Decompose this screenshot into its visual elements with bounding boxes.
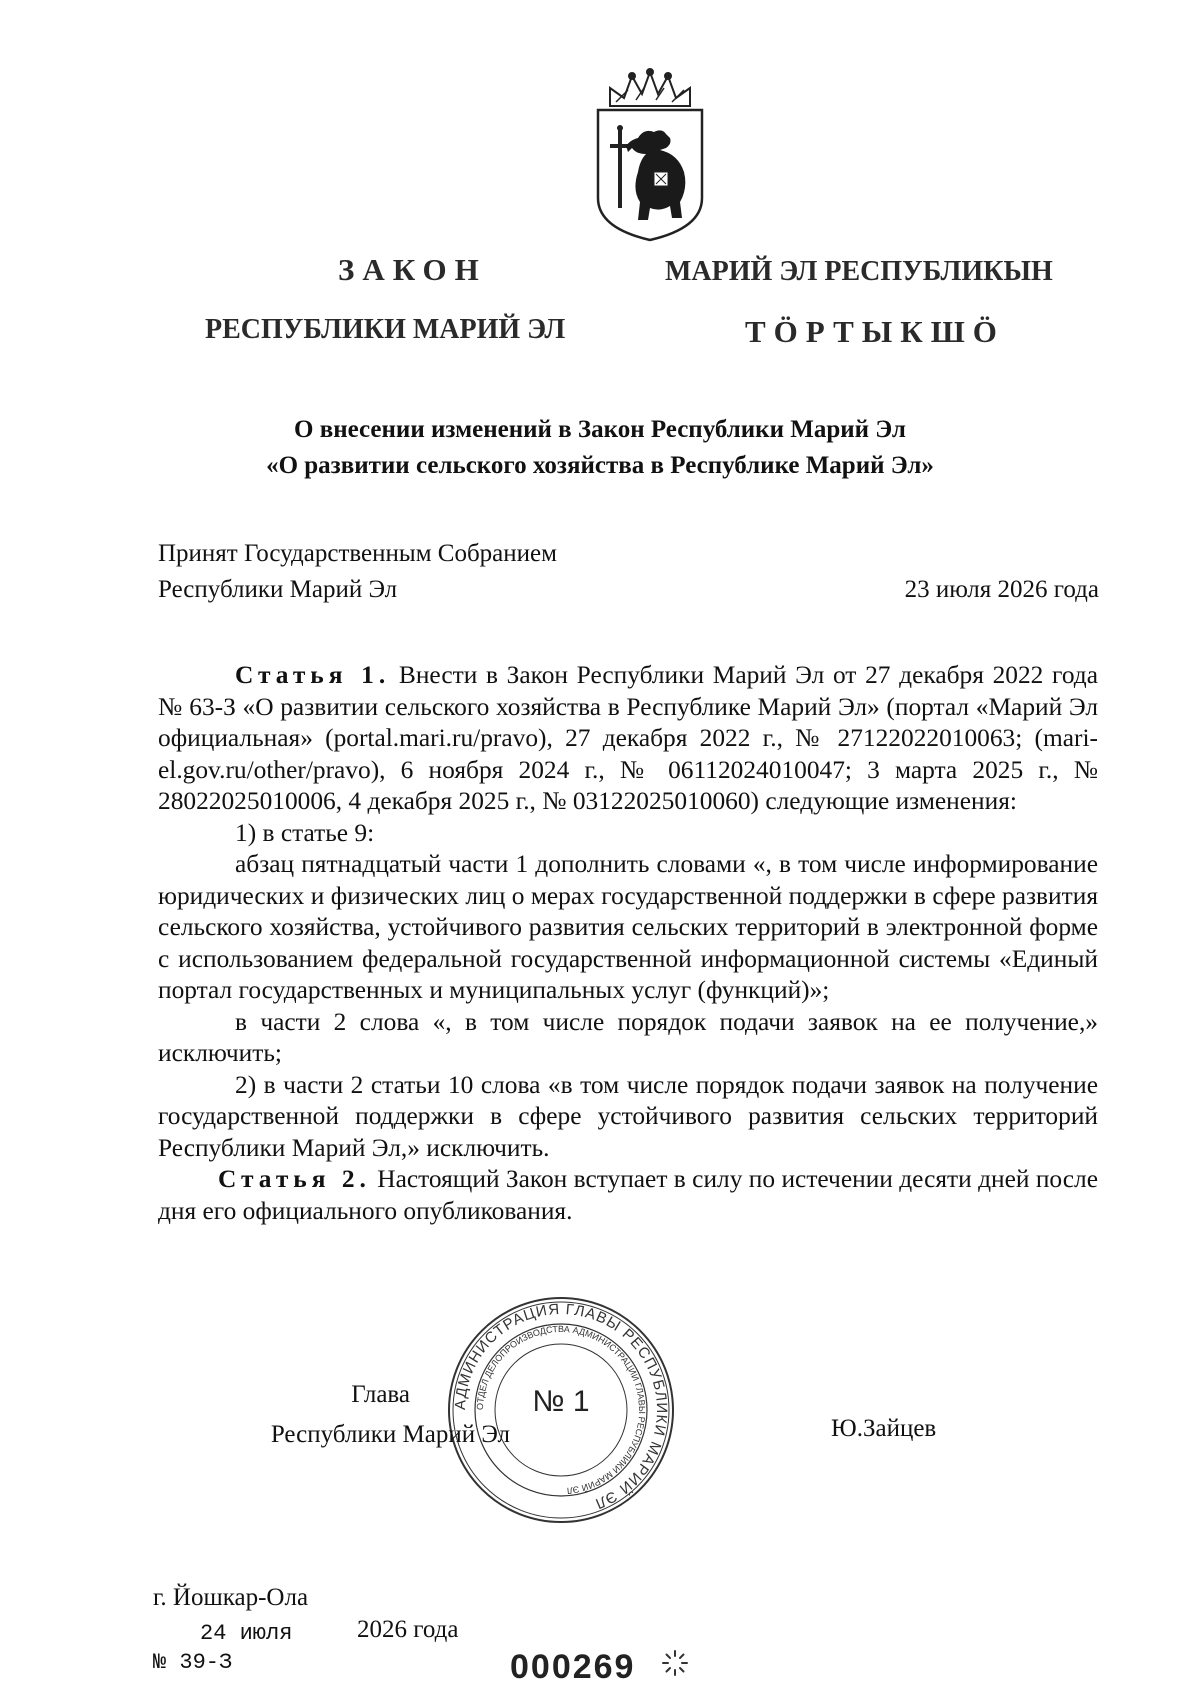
- article-2-text: Настоящий Закон вступает в силу по истечении десяти дней после дня его официального опубликования.: [158, 1165, 1098, 1225]
- seal-outer-text: АДМИНИСТРАЦИЯ ГЛАВЫ РЕСПУБЛИКИ МАРИЙ ЭЛ: [451, 1300, 671, 1513]
- registration-number: № 39-З: [153, 1650, 233, 1675]
- coat-of-arms-emblem: [588, 68, 712, 244]
- header-republic-name: РЕСПУБЛИКИ МАРИЙ ЭЛ: [205, 314, 566, 345]
- article-1: [158, 660, 1098, 818]
- signing-year: 2026 года: [357, 1616, 459, 1643]
- article-1-text: Внести в Закон Республики Марий Эл от 27 декабря 2022 года № 63-З «О развитии сельского хозяйства в Республике Марий Эл» (портал «Марий Эл официальная» (portal.mari.ru/pravo), 27 декабря 2022 г., № 27122022010063; (mari-el.gov.ru/other/pravo), 6 ноября 2024 г., № 06112024010047; 3 марта 2025 г., № 28022025010006, 4 декабря 2025 г., № 03122025010060) следующие изменения:: [158, 661, 1098, 815]
- signing-day: 24 июля: [200, 1621, 293, 1646]
- signatory-position-line-1: Глава: [351, 1381, 410, 1408]
- seal-inner-text: ОТДЕЛ ДЕЛОПРОИЗВОДСТВА АДМИНИСТРАЦИИ ГЛАВЫ РЕСПУБЛИКИ МАРИЙ ЭЛ: [474, 1323, 648, 1496]
- signatory-position-line-2: Республики Марий Эл: [270, 1421, 510, 1448]
- place-of-signing: г. Йошкар-Ола: [153, 1584, 309, 1611]
- adopted-by: [158, 536, 557, 608]
- article-2: [158, 1164, 1098, 1227]
- crown-icon: [610, 69, 690, 106]
- header-law-label-mari: ТӦРТЫКШӦ: [745, 314, 1005, 349]
- article-2-label: Статья 2.: [218, 1165, 371, 1193]
- title-line-2: «О развитии сельского хозяйства в Республике Марий Эл»: [266, 452, 934, 479]
- asterisk-ornament-icon: [660, 1648, 690, 1678]
- serial-number: 000269: [510, 1648, 636, 1686]
- signatory-position: [270, 1375, 510, 1455]
- document-title: [0, 412, 1200, 484]
- header-republic-name-mari: МАРИЙ ЭЛ РЕСПУБЛИКЫН: [665, 256, 1053, 287]
- header-law-label: ЗАКОН: [338, 252, 487, 287]
- adopted-line-2: Республики Марий Эл: [158, 576, 398, 603]
- article-1-item-1-paragraph-1: абзац пятнадцатый части 1 дополнить словами «, в том числе информирование юридических и физических лиц о мерах государственной поддержки в сфере развития сельского хозяйства, устойчивого развития сельских территорий в электронной форме с использованием федеральной государственной информационной системы «Единый портал государственных и муниципальных услуг (функций)»;: [158, 850, 1098, 1004]
- adopted-date: 23 июля 2026 года: [904, 576, 1099, 603]
- title-line-1: О внесении изменений в Закон Республики Марий Эл: [294, 416, 906, 443]
- article-1-item-1: 1) в статье 9:: [235, 818, 375, 847]
- adopted-line-1: Принят Государственным Собранием: [158, 540, 557, 567]
- article-1-item-2: 2) в части 2 статьи 10 слова «в том числе порядок подачи заявок на получение государственной поддержки в сфере устойчивого развития сельских территорий Республики Марий Эл,» исключить.: [158, 1070, 1098, 1162]
- article-1-label: Статья 1.: [235, 661, 391, 689]
- signatory-name: Ю.Зайцев: [831, 1415, 937, 1442]
- seal-number: № 1: [532, 1385, 590, 1418]
- article-1-item-1-paragraph-2: в части 2 слова «, в том числе порядок подачи заявок на ее получение,» исключить;: [158, 1007, 1098, 1067]
- law-body: [158, 660, 1098, 1227]
